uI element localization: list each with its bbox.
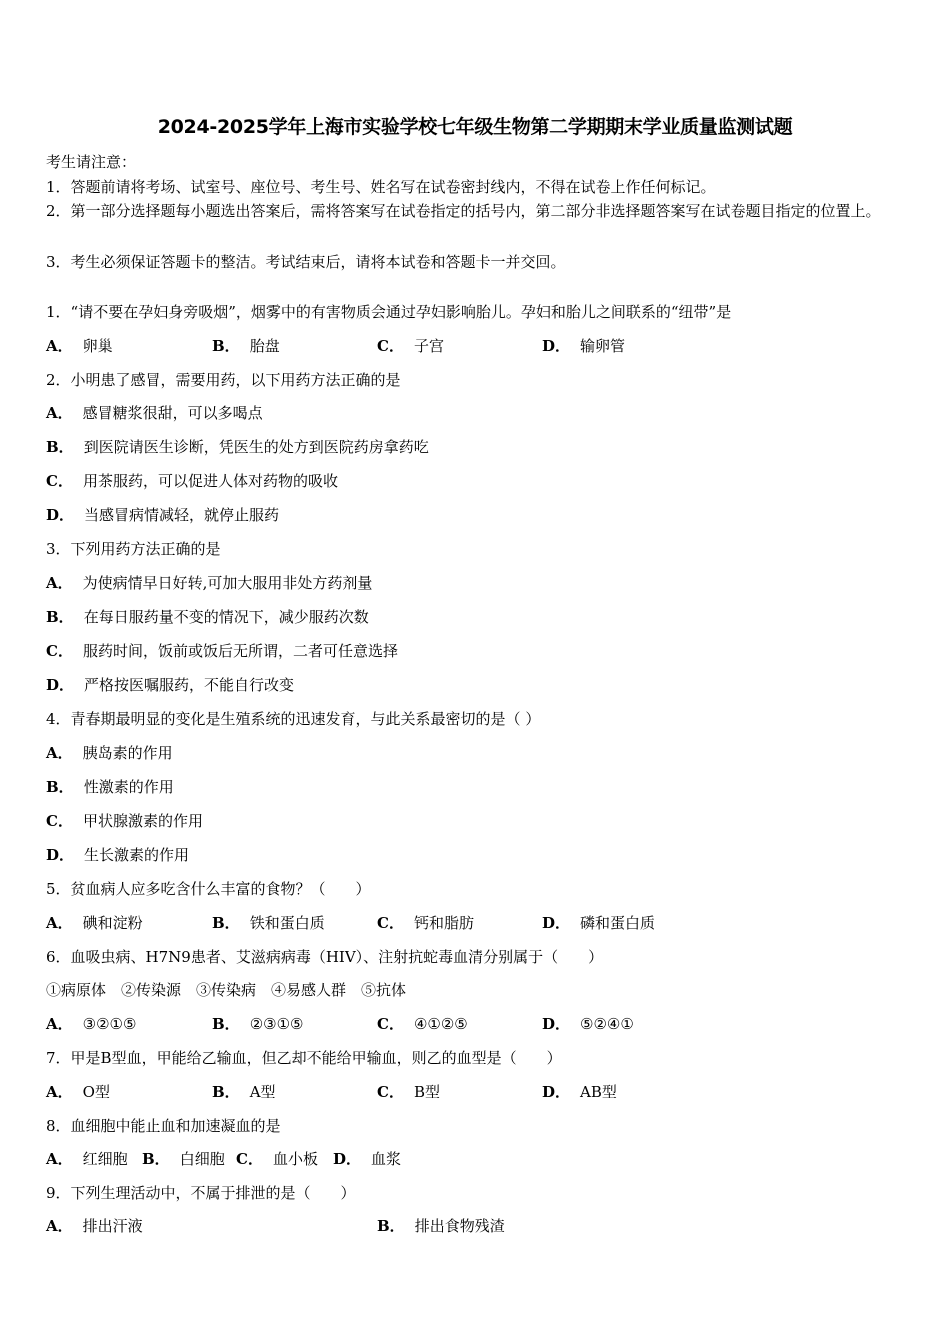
option: A． O型 [46,1083,110,1101]
option: D． 输卵管 [542,337,626,355]
question-stem: 8．血细胞中能止血和加速凝血的是 [46,1117,281,1135]
option: C． 子宫 [377,337,444,355]
option: A． 卵巢 [46,337,113,355]
option: C． 钙和脂肪 [377,914,474,932]
option: B． A型 [212,1083,276,1101]
question-stem: 4．青春期最明显的变化是生殖系统的迅速发育，与此关系最密切的是（ ） [46,710,541,728]
option: B． 排出食物残渣 [377,1217,505,1235]
option: B． 铁和蛋白质 [212,914,325,932]
option: D． 严格按医嘱服药，不能自行改变 [46,676,295,694]
question-stem: 1．“请不要在孕妇身旁吸烟”，烟雾中的有害物质会通过孕妇影响胎儿。孕妇和胎儿之间联系的“纽带”是 [46,303,732,321]
notice-heading: 考生请注意： [46,153,137,171]
question-extra: ①病原体 ②传染源 ③传染病 ④易感人群 ⑤抗体 [46,981,407,999]
question-stem: 9．下列生理活动中，不属于排泄的是（ ） [46,1184,356,1202]
option: C． 甲状腺激素的作用 [46,812,203,830]
option: C． B型 [377,1083,440,1101]
notice-item: 3．考生必须保证答题卡的整洁。考试结束后，请将本试卷和答题卡一并交回。 [46,253,566,271]
question-stem: 7．甲是B型血，甲能给乙输血，但乙却不能给甲输血，则乙的血型是（ ） [46,1049,562,1067]
option: D． 当感冒病情减轻，就停止服药 [46,506,280,524]
option: A． 排出汗液 [46,1217,143,1235]
option: B． 在每日服药量不变的情况下，减少服药次数 [46,608,369,626]
notice-item: 2．第一部分选择题每小题选出答案后，需将答案写在试卷指定的括号内，第二部分非选择题答案写在试卷题目指定的位置上。 [46,202,881,220]
notice-item: 1．答题前请将考场、试室号、座位号、考生号、姓名写在试卷密封线内，不得在试卷上作任何标记。 [46,178,716,196]
question-stem: 3．下列用药方法正确的是 [46,540,221,558]
option: C． 服药时间，饭前或饭后无所谓，二者可任意选择 [46,642,398,660]
option: A． 碘和淀粉 [46,914,143,932]
option: B． 白细胞 [142,1150,225,1168]
option: A． 胰岛素的作用 [46,744,173,762]
question-stem: 5．贫血病人应多吃含什么丰富的食物？（ ） [46,880,371,898]
option: A． 为使病情早日好转,可加大服用非处方药剂量 [46,574,373,592]
option: D． 生长激素的作用 [46,846,190,864]
option: A． 红细胞 [46,1150,128,1168]
question-stem: 6．血吸虫病、H7N9患者、艾滋病病毒（HIV）、注射抗蛇毒血清分别属于（ ） [46,948,604,966]
option: D． 磷和蛋白质 [542,914,656,932]
option: C． 血小板 [236,1150,318,1168]
option: C． ④①②⑤ [377,1015,468,1033]
option: B． 性激素的作用 [46,778,174,796]
option: A． ③②①⑤ [46,1015,137,1033]
option: C． 用茶服药，可以促进人体对药物的吸收 [46,472,338,490]
option: D． ⑤②④① [542,1015,634,1033]
option: B． 胎盘 [212,337,280,355]
question-stem: 2．小明患了感冒，需要用药，以下用药方法正确的是 [46,371,401,389]
option: A． 感冒糖浆很甜，可以多喝点 [46,404,263,422]
option: B． ②③①⑤ [212,1015,304,1033]
option: D． AB型 [542,1083,617,1101]
page-title: 2024-2025学年上海市实验学校七年级生物第二学期期末学业质量监测试题 [157,116,793,138]
option: B． 到医院请医生诊断，凭医生的处方到医院药房拿药吃 [46,438,429,456]
option: D． 血浆 [333,1150,402,1168]
